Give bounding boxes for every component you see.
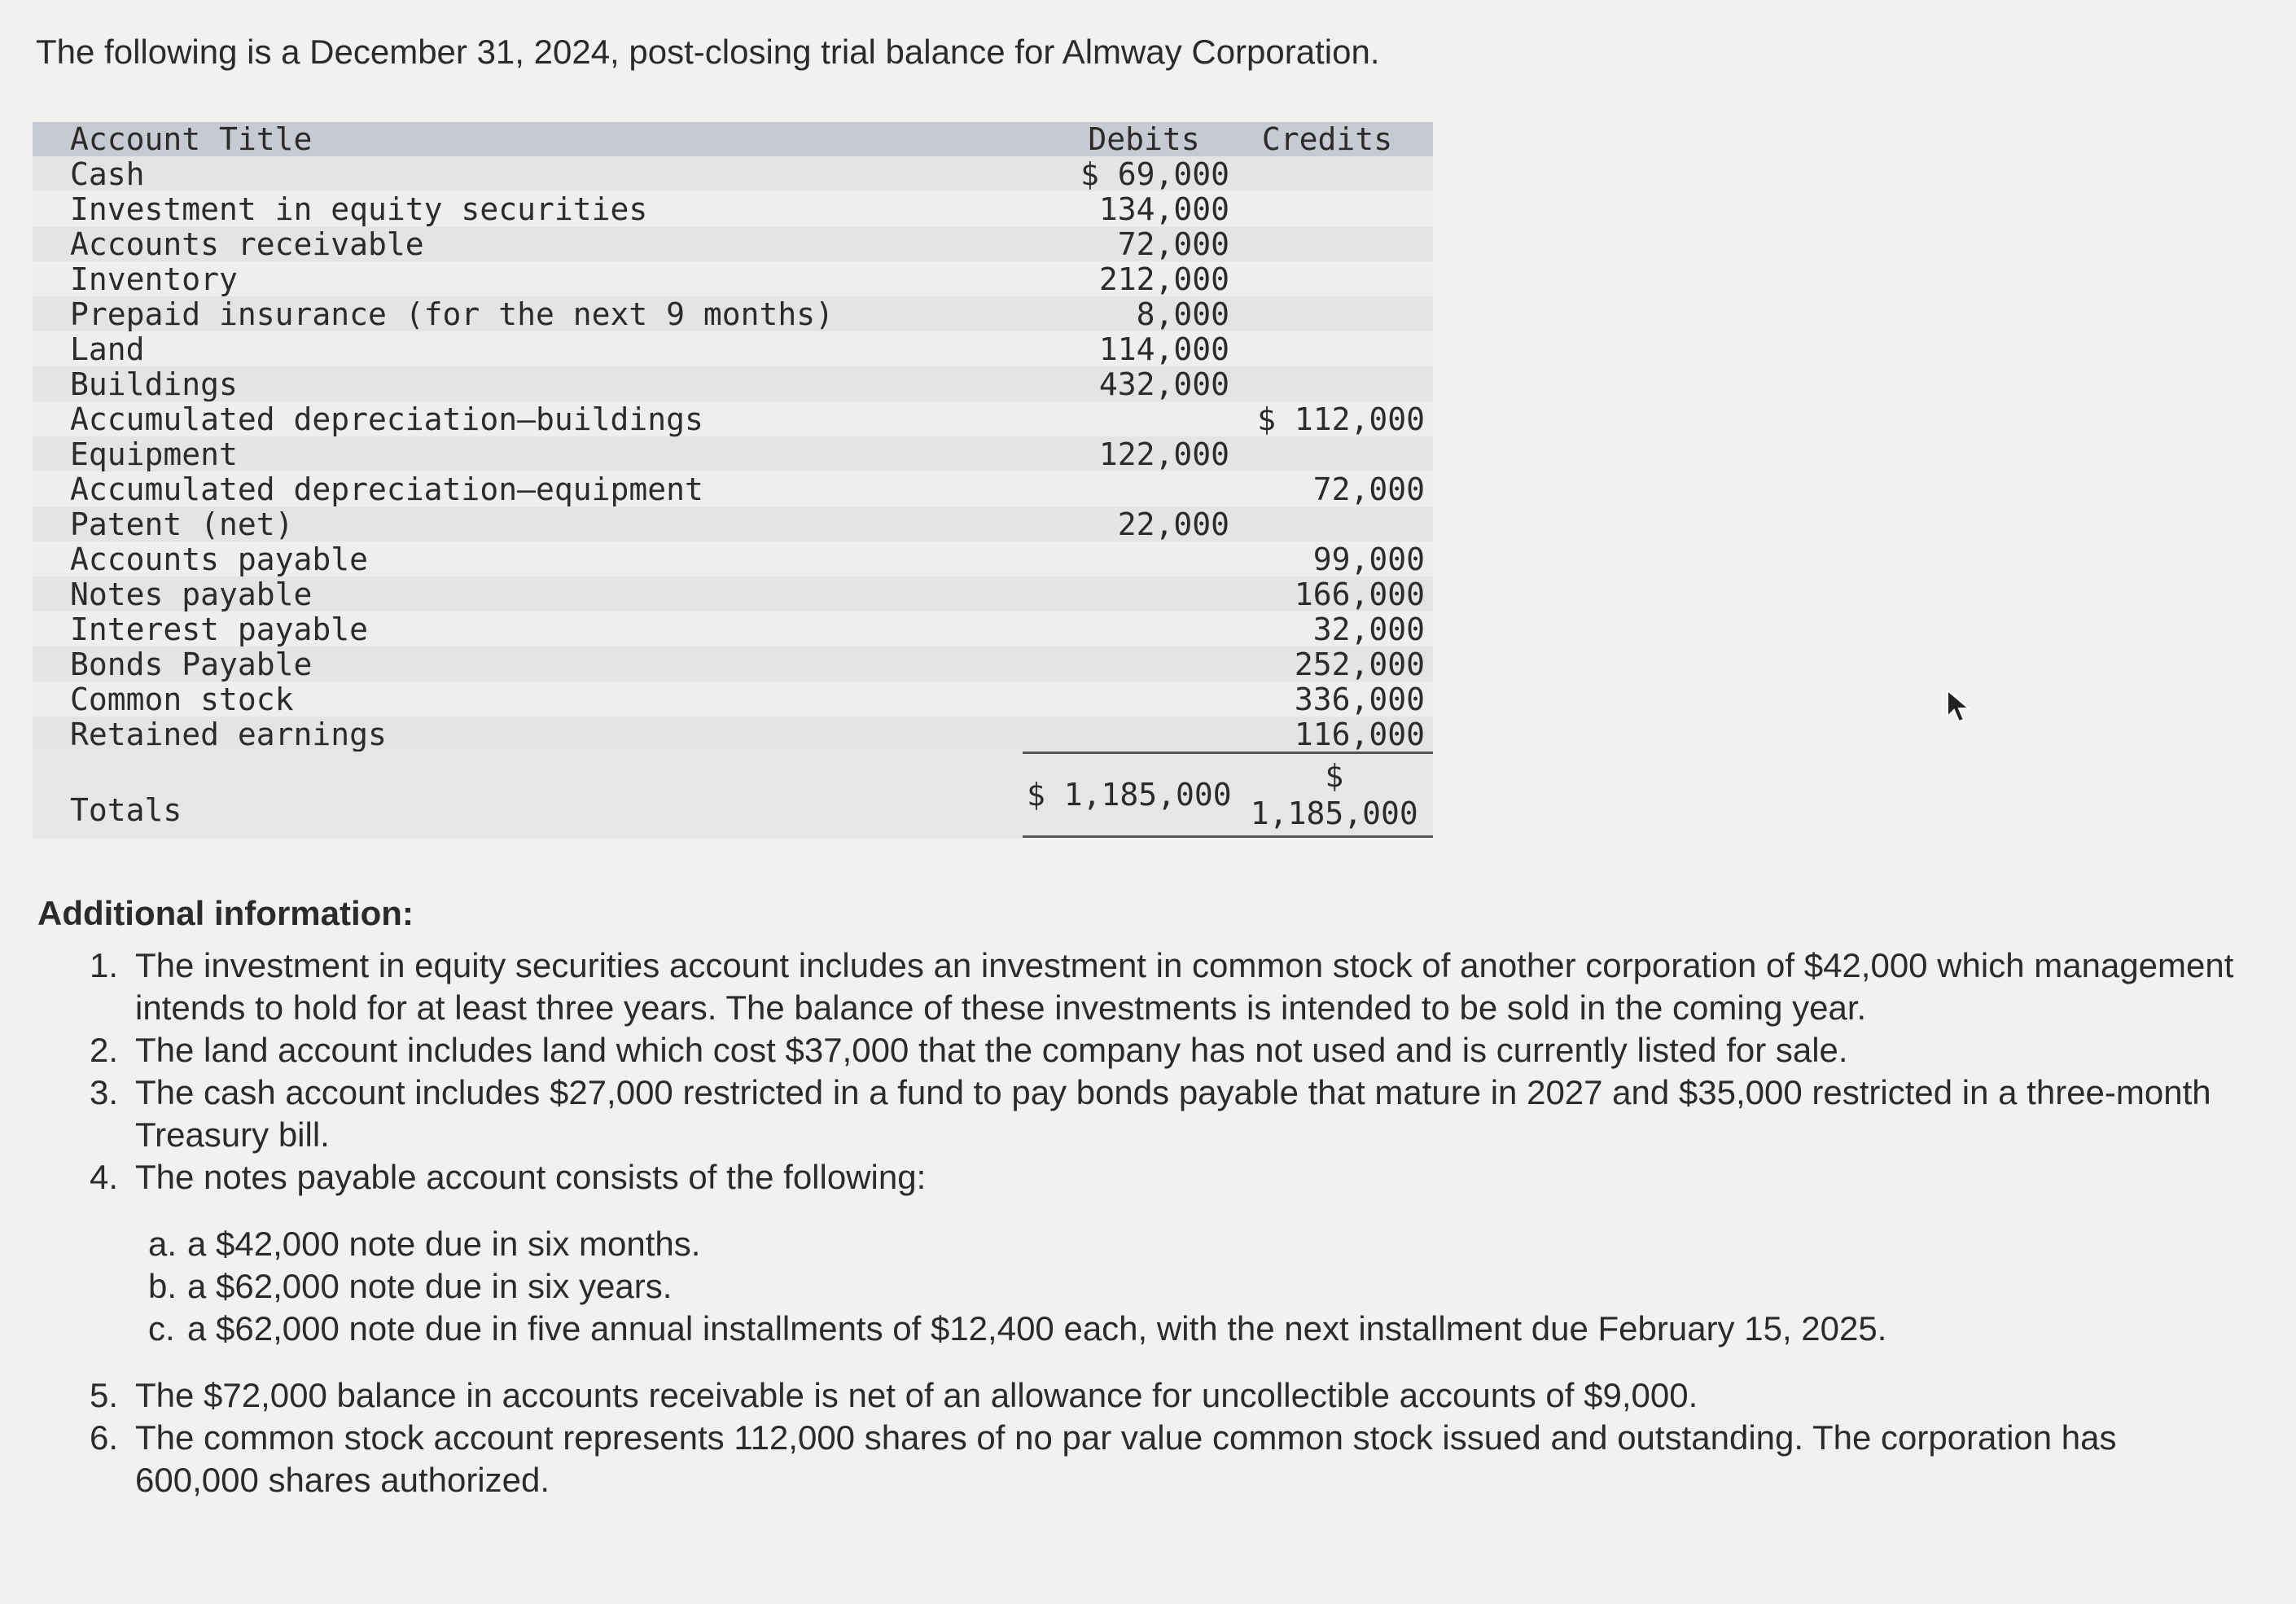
account-title-cell: Accumulated depreciation–buildings (70, 401, 703, 437)
account-title-cell: Bonds Payable (70, 646, 313, 682)
table-row (33, 191, 1433, 226)
note-item: 5. The $72,000 balance in accounts receivable is net of an allowance for uncollectible accounts of $9,000. (90, 1374, 2239, 1417)
table-row (33, 506, 1433, 541)
account-title-cell: Buildings (70, 366, 238, 402)
account-title-cell: Patent (net) (70, 506, 294, 542)
debit-cell: 122,000 (1098, 436, 1229, 472)
sub-item: c. a $62,000 note due in five annual installments of $12,400 each, with the next installment due February 15, 2025. (148, 1309, 1887, 1348)
total-credits (1236, 757, 1433, 832)
note-item: 2. The land account includes land which cost $37,000 that the company has not used and is currently listed for sale. (90, 1029, 2239, 1072)
total-debits: $ 1,185,000 (1027, 777, 1232, 813)
table-row (33, 541, 1433, 576)
account-title-cell: Retained earnings (70, 716, 387, 752)
table-row (33, 681, 1433, 717)
table-row (33, 261, 1433, 296)
credit-cell: 252,000 (1294, 646, 1425, 682)
account-title-cell: Interest payable (70, 611, 369, 647)
note-item: 3. The cash account includes $27,000 restricted in a fund to pay bonds payable that mature in 2027 and $35,000 restricted in a three-month Treasury bill. (90, 1072, 2239, 1156)
credit-cell: 72,000 (1312, 471, 1425, 507)
account-title-cell: Accounts payable (70, 541, 369, 577)
account-title-cell: Land (70, 331, 145, 367)
table-row (33, 471, 1433, 506)
intro-text: The following is a December 31, 2024, post-closing trial balance for Almway Corporation. (36, 33, 1380, 71)
account-title-cell: Accumulated depreciation–equipment (70, 471, 703, 507)
trial-balance-table (33, 122, 1433, 838)
mouse-pointer-icon (1944, 689, 1977, 725)
debit-cell: 134,000 (1098, 191, 1229, 227)
credit-cell: 32,000 (1312, 611, 1425, 647)
table-body (33, 156, 1433, 752)
account-title-cell: Cash (70, 156, 145, 192)
table-row (33, 646, 1433, 681)
debit-cell: 432,000 (1098, 366, 1229, 402)
table-row (33, 366, 1433, 401)
total-credits-value: 1,185,000 (1250, 795, 1418, 831)
note-item: 6. The common stock account represents 112,000 shares of no par value common stock issued and outstanding. The corporation has 600,000 shares authorized. (90, 1417, 2239, 1501)
credit-cell: 166,000 (1294, 576, 1425, 612)
credit-cell: 336,000 (1294, 681, 1425, 717)
account-title-cell: Accounts receivable (70, 226, 424, 262)
debit-cell: 72,000 (1117, 226, 1229, 262)
table-row (33, 576, 1433, 611)
total-credits-symbol: $ (1325, 758, 1344, 794)
note-text: The investment in equity securities account includes an investment in common stock of another corporation of $42,000 which management intends to hold for at least three years. The balance of these investments is intended to be sold in the coming year. (135, 946, 2234, 1027)
debit-cell: $ 69,000 (1080, 156, 1229, 192)
table-row (33, 296, 1433, 331)
note-text: The $72,000 balance in accounts receivable is net of an allowance for uncollectible accounts of $9,000. (135, 1376, 1698, 1414)
credit-cell: 116,000 (1294, 716, 1425, 752)
table-row (33, 717, 1433, 752)
account-title-cell: Equipment (70, 436, 238, 472)
sub-item: b. a $62,000 note due in six years. (148, 1267, 673, 1305)
additional-info-list (90, 944, 2239, 1501)
totals-label: Totals (70, 792, 182, 828)
account-title-cell: Common stock (70, 681, 294, 717)
table-row (33, 611, 1433, 646)
note-text: The notes payable account consists of the following: (135, 1158, 927, 1196)
debit-cell: 22,000 (1117, 506, 1229, 542)
notes-sublist-container (90, 1223, 2239, 1350)
note-item: 4. The notes payable account consists of the following: (90, 1156, 2239, 1199)
account-title-cell: Inventory (70, 261, 238, 297)
table-row (33, 331, 1433, 366)
table-header (33, 122, 1433, 156)
header-debits: Debits (1088, 121, 1200, 157)
header-credits: Credits (1261, 121, 1393, 157)
account-title-cell: Prepaid insurance (for the next 9 months) (70, 296, 834, 332)
debit-cell: 114,000 (1098, 331, 1229, 367)
note-text: The common stock account represents 112,000 shares of no par value common stock issued and outstanding. The corporation has 600,000 shares authorized. (135, 1418, 2117, 1499)
credit-cell: 99,000 (1312, 541, 1425, 577)
note-item: 1. The investment in equity securities account includes an investment in common stock of another corporation of $42,000 which management intends to hold for at least three years. The balance of these investments is intended to be sold in the coming year. (90, 944, 2239, 1029)
table-row (33, 156, 1433, 191)
debit-cell: 212,000 (1098, 261, 1229, 297)
table-row (33, 401, 1433, 436)
account-title-cell: Investment in equity securities (70, 191, 648, 227)
note-text: The land account includes land which cost $37,000 that the company has not used and is currently listed for sale. (135, 1031, 1848, 1069)
notes-payable-sublist (148, 1223, 2239, 1350)
header-account-title: Account Title (70, 121, 313, 157)
debit-cell: 8,000 (1136, 296, 1229, 332)
sub-item: a. a $42,000 note due in six months. (148, 1225, 701, 1263)
additional-info-heading: Additional information: (37, 894, 414, 932)
totals-row (33, 752, 1433, 838)
note-text: The cash account includes $27,000 restricted in a fund to pay bonds payable that mature in 2027 and $35,000 restricted in a three-month Treasury bill. (135, 1073, 2211, 1154)
account-title-cell: Notes payable (70, 576, 313, 612)
table-row (33, 226, 1433, 261)
credit-cell: $ 112,000 (1257, 401, 1425, 437)
table-row (33, 436, 1433, 471)
